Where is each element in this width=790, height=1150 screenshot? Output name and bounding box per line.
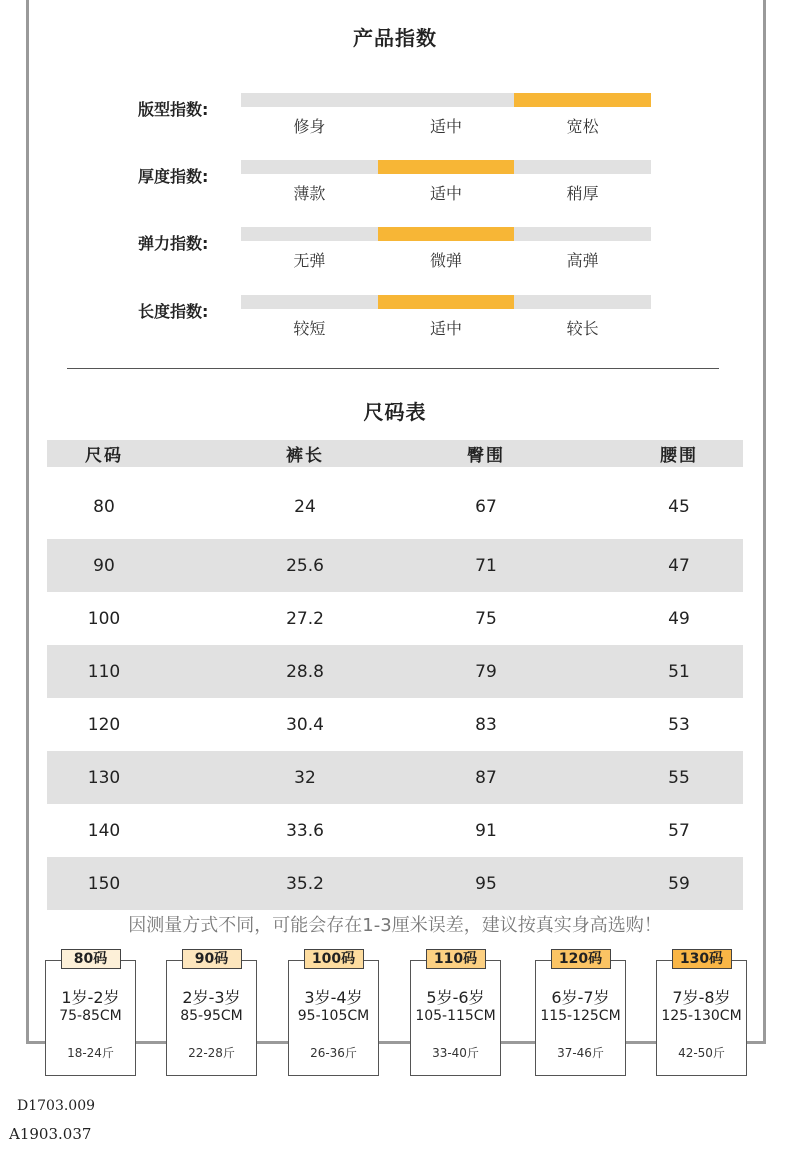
- index-bar-segment: [241, 227, 378, 241]
- table-cell: 57: [668, 820, 690, 841]
- index-option: 适中: [430, 184, 463, 203]
- table-cell: 110: [87, 661, 121, 682]
- size-tag: 120码: [551, 949, 611, 969]
- table-row: [47, 804, 743, 857]
- table-cell: 91: [475, 820, 497, 841]
- size-table: [47, 440, 743, 910]
- table-cell: 79: [475, 661, 497, 682]
- height-range: 85-95CM: [180, 1008, 243, 1024]
- age-range: 3岁-4岁: [304, 988, 363, 1007]
- table-cell: 45: [668, 497, 690, 517]
- product-code: D1703.009: [17, 1098, 96, 1114]
- table-cell: 49: [668, 608, 690, 629]
- size-tag: 80码: [61, 949, 121, 969]
- index-bar: [241, 93, 651, 107]
- index-label: 厚度指数:: [138, 167, 209, 186]
- height-range: 105-115CM: [415, 1008, 496, 1024]
- index-row: [0, 157, 790, 217]
- age-range: 7岁-8岁: [672, 988, 731, 1007]
- age-range: 1岁-2岁: [61, 988, 120, 1007]
- index-options: [241, 316, 651, 339]
- table-cell: 75: [475, 608, 497, 629]
- index-option: 较长: [566, 319, 599, 338]
- age-card: [166, 951, 257, 1076]
- index-option: 稍厚: [566, 184, 599, 203]
- index-option: 宽松: [566, 117, 599, 136]
- index-bar-segment: [514, 295, 651, 309]
- table-cell: 140: [87, 820, 121, 841]
- index-bar: [241, 295, 651, 309]
- index-option: 薄款: [293, 184, 326, 203]
- table-cell: 67: [475, 497, 497, 517]
- index-options: [241, 114, 651, 137]
- table-cell: 33.6: [286, 820, 324, 841]
- table-row: [47, 698, 743, 751]
- weight-range: 18-24斤: [67, 1046, 114, 1060]
- index-label: 弹力指数:: [138, 234, 209, 253]
- age-range: 5岁-6岁: [426, 988, 485, 1007]
- index-bar-selected: [378, 160, 515, 174]
- table-body: [47, 467, 743, 910]
- index-option: 微弹: [430, 251, 463, 270]
- index-bar: [241, 227, 651, 241]
- table-cell: 90: [93, 555, 115, 576]
- header-hip: 臀围: [467, 446, 505, 466]
- table-cell: 47: [668, 555, 690, 576]
- table-cell: 25.6: [286, 555, 324, 576]
- height-range: 115-125CM: [540, 1008, 621, 1024]
- table-header-row: [47, 440, 743, 467]
- age-card: [535, 951, 626, 1076]
- table-cell: 59: [668, 873, 690, 894]
- index-option: 无弹: [293, 251, 326, 270]
- age-range: 2岁-3岁: [182, 988, 241, 1007]
- age-card: [656, 951, 747, 1076]
- index-bar-segment: [241, 160, 378, 174]
- weight-range: 37-46斤: [557, 1046, 604, 1060]
- table-cell: 150: [87, 873, 121, 894]
- table-cell: 35.2: [286, 873, 324, 894]
- table-cell: 51: [668, 661, 690, 682]
- table-row: [47, 539, 743, 592]
- index-bar-segment: [378, 93, 515, 107]
- index-option: 修身: [293, 117, 326, 136]
- table-row: [47, 592, 743, 645]
- index-options: [241, 248, 651, 271]
- age-card: [288, 951, 379, 1076]
- table-cell: 53: [668, 714, 690, 735]
- age-guide: [0, 948, 790, 1078]
- table-cell: 24: [294, 497, 316, 517]
- index-bar-segment: [514, 227, 651, 241]
- index-row: [0, 224, 790, 284]
- index-row: [0, 292, 790, 352]
- weight-range: 26-36斤: [310, 1046, 357, 1060]
- table-cell: 71: [475, 555, 497, 576]
- size-tag: 130码: [672, 949, 732, 969]
- table-cell: 27.2: [286, 608, 324, 629]
- header-length: 裤长: [286, 446, 324, 466]
- header-size: 尺码: [85, 446, 123, 466]
- section-divider: [67, 368, 719, 369]
- index-options: [241, 181, 651, 204]
- index-bar-selected: [514, 93, 651, 107]
- height-range: 125-130CM: [661, 1008, 742, 1024]
- index-bar-segment: [514, 160, 651, 174]
- weight-range: 42-50斤: [678, 1046, 725, 1060]
- index-option: 适中: [430, 319, 463, 338]
- header-waist: 腰围: [660, 446, 698, 466]
- table-row: [47, 751, 743, 804]
- table-cell: 83: [475, 714, 497, 735]
- table-cell: 32: [294, 767, 316, 788]
- size-tag: 100码: [304, 949, 364, 969]
- index-bar-segment: [241, 93, 378, 107]
- index-bar-segment: [241, 295, 378, 309]
- table-row: [47, 857, 743, 910]
- size-tag: 90码: [182, 949, 242, 969]
- product-code: A1903.037: [9, 1125, 92, 1143]
- height-range: 95-105CM: [297, 1008, 370, 1024]
- table-cell: 95: [475, 873, 497, 894]
- table-cell: 87: [475, 767, 497, 788]
- table-cell: 30.4: [286, 714, 324, 735]
- table-cell: 80: [93, 497, 115, 517]
- age-card: [45, 951, 136, 1076]
- index-bar-selected: [378, 295, 515, 309]
- size-tag: 110码: [426, 949, 486, 969]
- index-label: 长度指数:: [138, 302, 209, 321]
- product-index-title: 产品指数: [353, 26, 437, 50]
- table-row: [47, 645, 743, 698]
- index-bar-selected: [378, 227, 515, 241]
- index-option: 适中: [430, 117, 463, 136]
- measurement-note: 因测量方式不同，可能会存在1-3厘米误差，建议按真实身高选购！: [128, 915, 662, 936]
- weight-range: 22-28斤: [188, 1046, 235, 1060]
- age-range: 6岁-7岁: [551, 988, 610, 1007]
- size-table-title: 尺码表: [363, 400, 427, 424]
- table-cell: 55: [668, 767, 690, 788]
- table-cell: 130: [87, 767, 121, 788]
- height-range: 75-85CM: [59, 1008, 122, 1024]
- age-card: [410, 951, 501, 1076]
- table-cell: 100: [87, 608, 121, 629]
- weight-range: 33-40斤: [432, 1046, 479, 1060]
- table-cell: 120: [87, 714, 121, 735]
- index-bar: [241, 160, 651, 174]
- table-row: [47, 467, 743, 539]
- index-option: 较短: [293, 319, 326, 338]
- index-option: 高弹: [566, 251, 599, 270]
- index-label: 版型指数:: [138, 100, 209, 119]
- table-cell: 28.8: [286, 661, 324, 682]
- index-row: [0, 90, 790, 150]
